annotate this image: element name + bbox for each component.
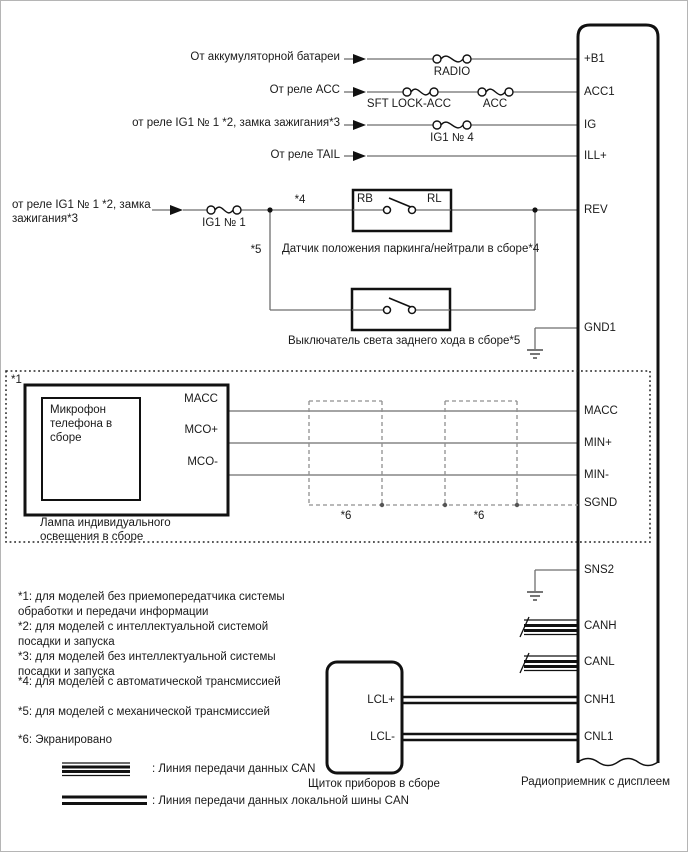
- note-2-line1: *2: для моделей с интеллектуальной системой: [18, 621, 269, 633]
- note-4-line1: *4: для моделей с автоматической трансмиссией: [18, 676, 281, 688]
- feed-label-ig: от реле IG1 № 1 *2, замка зажигания*3: [132, 117, 340, 129]
- marker-mt: *5: [250, 244, 262, 256]
- backup-light-switch-label: Выключатель света заднего хода в сборе*5: [288, 335, 521, 347]
- wire-label-mco-plus: MCO+: [184, 424, 218, 436]
- feed-label-tail: От реле TAIL: [270, 149, 340, 161]
- note-1: [18, 590, 285, 620]
- pin-rev: REV: [584, 204, 608, 216]
- pin-ig: IG: [584, 119, 597, 131]
- local-can-bus-lines: [402, 697, 578, 740]
- pin-min-minus: MIN-: [584, 469, 609, 481]
- legend-local-can-label: : Линия передачи данных локальной шины CAN: [152, 795, 409, 807]
- pin-canl: CANL: [584, 656, 615, 668]
- pin-acc1: ACC1: [584, 86, 615, 98]
- ground-icon: [527, 592, 543, 600]
- pin-canh: CANH: [584, 620, 617, 632]
- fuse-label-ig1-1: IG1 № 1: [202, 217, 246, 229]
- note-4: [18, 675, 281, 690]
- park-neutral-switch-label: Датчик положения паркинга/нейтрали в сборе*4: [282, 243, 540, 255]
- can-bus-icon: [520, 653, 578, 673]
- lamp-assembly-label-line2: освещения в сборе: [40, 531, 144, 543]
- feed-label-rev-line2: зажигания*3: [12, 213, 78, 225]
- terminal-rb: RB: [357, 193, 373, 205]
- connector-outline: [578, 25, 658, 763]
- legend-local-can-symbol: [62, 797, 147, 804]
- note-3-line1: *3: для моделей без интеллектуальной системы: [18, 651, 276, 663]
- note-6: [18, 733, 112, 748]
- feed-label-rev: [12, 198, 151, 226]
- instrument-cluster-box: [327, 662, 402, 773]
- connector-label: Радиоприемник с дисплеем: [521, 776, 671, 788]
- pin-cnl1: CNL1: [584, 731, 614, 743]
- microphone-label-line2: телефона в: [50, 418, 113, 430]
- lamp-assembly-label: [40, 516, 171, 544]
- cluster-label: Щиток приборов в сборе: [308, 778, 440, 790]
- feed-label-acc: От реле ACC: [269, 84, 340, 96]
- note-2: [18, 620, 268, 650]
- fuse-label-radio: RADIO: [433, 66, 471, 78]
- marker-at: *4: [294, 194, 306, 206]
- ground-icon: [527, 350, 543, 358]
- microphone-label-line1: Микрофон: [50, 404, 107, 416]
- pin-gnd1: GND1: [584, 322, 616, 334]
- note-2-line2: посадки и запуска: [18, 636, 115, 648]
- lamp-assembly-label-line1: Лампа индивидуального: [40, 517, 171, 529]
- microphone-label: [50, 403, 112, 445]
- pin-min-plus: MIN+: [584, 437, 612, 449]
- note-1-line2: обработки и передачи информации: [18, 606, 209, 618]
- note-3-line2: посадки и запуска: [18, 666, 115, 678]
- microphone-label-line3: сборе: [50, 432, 82, 444]
- group-box-marker: *1: [11, 374, 22, 386]
- shield-marker-2: *6: [473, 510, 485, 522]
- legend-can-label: : Линия передачи данных CAN: [152, 763, 316, 775]
- cluster-pin-lcl-plus: LCL+: [367, 694, 395, 706]
- wire-label-mco-minus: MCO-: [187, 456, 218, 468]
- pin-sgnd: SGND: [584, 497, 618, 509]
- pin-macc: MACC: [584, 405, 618, 417]
- backup-light-switch-icon: [352, 289, 450, 330]
- fuse-label-acc: ACC: [482, 98, 508, 110]
- fuse-label-ig1-4: IG1 № 4: [430, 132, 474, 144]
- pin-cnh1: CNH1: [584, 694, 616, 706]
- note-5: [18, 705, 270, 720]
- wire-label-macc: MACC: [184, 393, 218, 405]
- note-5-line1: *5: для моделей с механической трансмиссией: [18, 706, 270, 718]
- shield-icon: [309, 401, 578, 505]
- feed-label-battery: От аккумуляторной батареи: [190, 51, 340, 63]
- pin-sns2: SNS2: [584, 564, 615, 576]
- note-6-line1: *6: Экранировано: [18, 734, 113, 746]
- shield-marker-1: *6: [340, 510, 352, 522]
- fuse-label-sft-lock-acc: SFT LOCK-ACC: [366, 98, 452, 110]
- arrow-icon: [170, 54, 366, 215]
- pin-ill: ILL+: [584, 150, 607, 162]
- can-bus-icon: [520, 617, 578, 637]
- pin-b1: +B1: [584, 53, 605, 65]
- legend-can-symbol: [62, 763, 130, 776]
- note-1-line1: *1: для моделей без приемопередатчика системы: [18, 591, 285, 603]
- terminal-rl: RL: [427, 193, 442, 205]
- feed-label-rev-line1: от реле IG1 № 1 *2, замка: [12, 199, 151, 211]
- cluster-pin-lcl-minus: LCL-: [370, 731, 395, 743]
